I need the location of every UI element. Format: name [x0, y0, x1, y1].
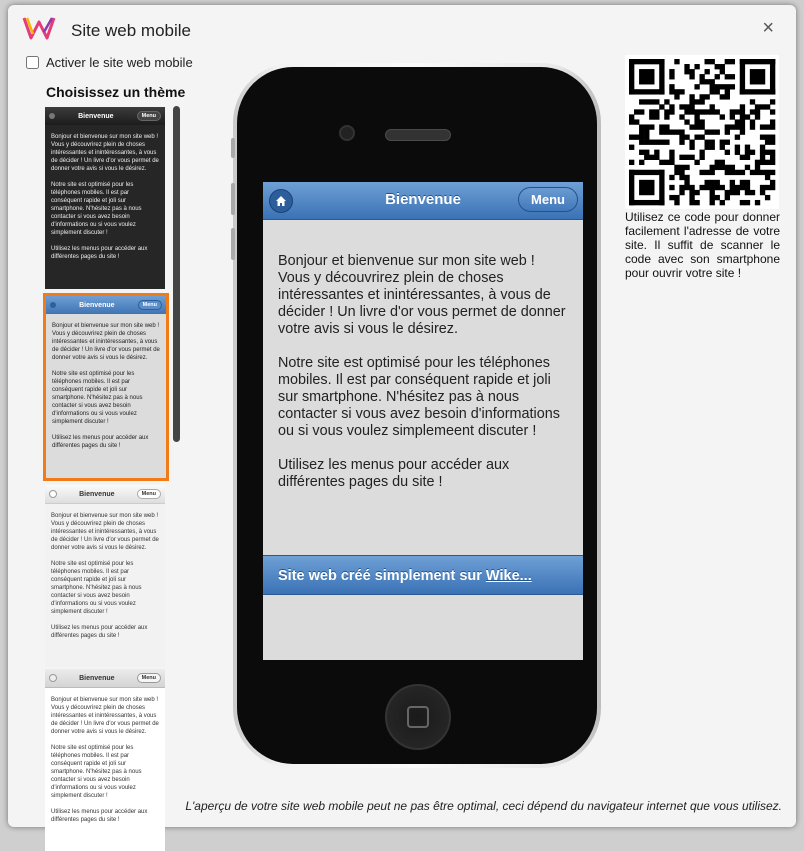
theme-light[interactable] [45, 485, 165, 667]
theme-preview-text: Utilisez les menus pour accéder aux différentes pages du site ! [52, 435, 149, 449]
qr-description: Utilisez ce code pour donner facilement l'adresse de votre site. Il suffit de scanner le code avec son smartphone pour ouvrir votre site ! [625, 210, 780, 280]
theme-preview-title: Bienvenue [79, 301, 115, 309]
wikeo-logo-icon [22, 14, 56, 42]
dialog-title: Site web mobile [71, 21, 192, 40]
footer-text: Site web créé simplement sur [278, 568, 486, 584]
theme-white[interactable] [45, 669, 165, 851]
screen-menu-button[interactable]: Menu [518, 187, 578, 212]
theme-dark[interactable] [45, 107, 165, 289]
screen-header [263, 182, 583, 220]
screen-title: Bienvenue [385, 191, 461, 208]
phone-side-button [231, 228, 235, 260]
close-icon[interactable]: × [762, 17, 774, 39]
theme-list [43, 101, 168, 823]
theme-preview-menu: Menu [137, 489, 161, 499]
camera-icon [339, 125, 355, 141]
phone-home-button [385, 684, 451, 750]
theme-preview-text: Utilisez les menus pour accéder aux différentes pages du site ! [51, 625, 148, 639]
theme-preview-text: Notre site est optimisé pour les téléphones mobiles. Il est par conséquent rapide et joli sur smartphone. N'hésitez pas à nous contacter si vous avez besoin d'informations ou si vous voulez simplement discuter ! [51, 745, 142, 799]
home-icon [50, 302, 56, 308]
qr-code-icon [625, 55, 779, 209]
theme-preview-menu: Menu [137, 111, 161, 121]
theme-preview-text: Notre site est optimisé pour les téléphones mobiles. Il est par conséquent rapide et joli sur smartphone. N'hésitez pas à nous contacter si vous avez besoin d'informations ou si vous voulez simplement discuter ! [51, 182, 142, 236]
screen-content [263, 220, 583, 491]
footer-link[interactable]: Wike... [485, 568, 532, 584]
preview-note: L'aperçu de votre site web mobile peut ne pas être optimal, ceci dépend du navigateur internet que vous utilisez. [185, 799, 782, 813]
phone-screen [263, 182, 583, 660]
theme-preview-text: Notre site est optimisé pour les téléphones mobiles. Il est par conséquent rapide et joli sur smartphone. N'hésitez pas à nous contacter si vous avez besoin d'informations ou si vous voulez simplement discuter ! [52, 371, 143, 425]
screen-paragraph: Utilisez les menus pour accéder aux différentes pages du site ! [278, 457, 510, 490]
theme-list-scrollbar[interactable] [173, 106, 180, 442]
theme-preview-text: Notre site est optimisé pour les téléphones mobiles. Il est par conséquent rapide et joli sur smartphone. N'hésitez pas à nous contacter si vous avez besoin d'informations ou si vous voulez simplement discuter ! [51, 561, 142, 615]
home-icon [49, 674, 57, 682]
theme-preview-text: Bonjour et bienvenue sur mon site web ! Vous y découvrirez plein de choses intéressantes et inintéressantes, à vous de décider ! Un livre d'or vous permet de donner votre avis si vous le désirez. [51, 697, 159, 735]
theme-preview-text: Bonjour et bienvenue sur mon site web ! Vous y découvrirez plein de choses intéressantes et inintéressantes, à vous de décider ! Un livre d'or vous permet de donner votre avis si vous le désirez. [51, 134, 159, 172]
screen-paragraph: Notre site est optimisé pour les téléphones mobiles. Il est par conséquent rapide et joli sur smartphone. N'hésitez pas à nous contacter si vous avez besoin d'informations ou si vous voulez simplemeent discuter ! [278, 355, 560, 439]
activate-label: Activer le site web mobile [46, 55, 193, 70]
theme-preview-title: Bienvenue [79, 490, 115, 498]
phone-side-button [231, 183, 235, 215]
activate-checkbox[interactable] [26, 56, 39, 69]
screen-footer [263, 555, 583, 595]
theme-heading: Choisissez un thème [46, 84, 186, 100]
theme-preview-text: Utilisez les menus pour accéder aux différentes pages du site ! [51, 246, 148, 260]
activate-mobile-site[interactable] [26, 55, 193, 70]
theme-preview-title: Bienvenue [78, 112, 114, 120]
theme-preview-menu: Menu [137, 673, 161, 683]
theme-preview-text: Bonjour et bienvenue sur mon site web ! Vous y découvrirez plein de choses intéressantes et inintéressantes, à vous de décider ! Un livre d'or vous permet de donner votre avis si vous le désirez. [52, 323, 160, 361]
theme-preview-text: Bonjour et bienvenue sur mon site web ! Vous y découvrirez plein de choses intéressantes et inintéressantes, à vous de décider ! Un livre d'or vous permet de donner votre avis si vous le désirez. [51, 513, 159, 551]
screen-paragraph: Bonjour et bienvenue sur mon site web ! Vous y découvrirez plein de choses intéressantes et inintéressantes, à vous de décider ! Un livre d'or vous permet de donner votre avis si vous le désirez. [278, 253, 566, 337]
theme-preview-text: Utilisez les menus pour accéder aux différentes pages du site ! [51, 809, 148, 823]
home-icon [49, 490, 57, 498]
theme-blue-selected[interactable] [43, 293, 169, 481]
theme-preview-menu: Menu [138, 300, 162, 310]
phone-side-button [231, 138, 235, 158]
speaker-icon [385, 129, 451, 141]
theme-preview-title: Bienvenue [79, 674, 115, 682]
home-icon [49, 113, 55, 119]
